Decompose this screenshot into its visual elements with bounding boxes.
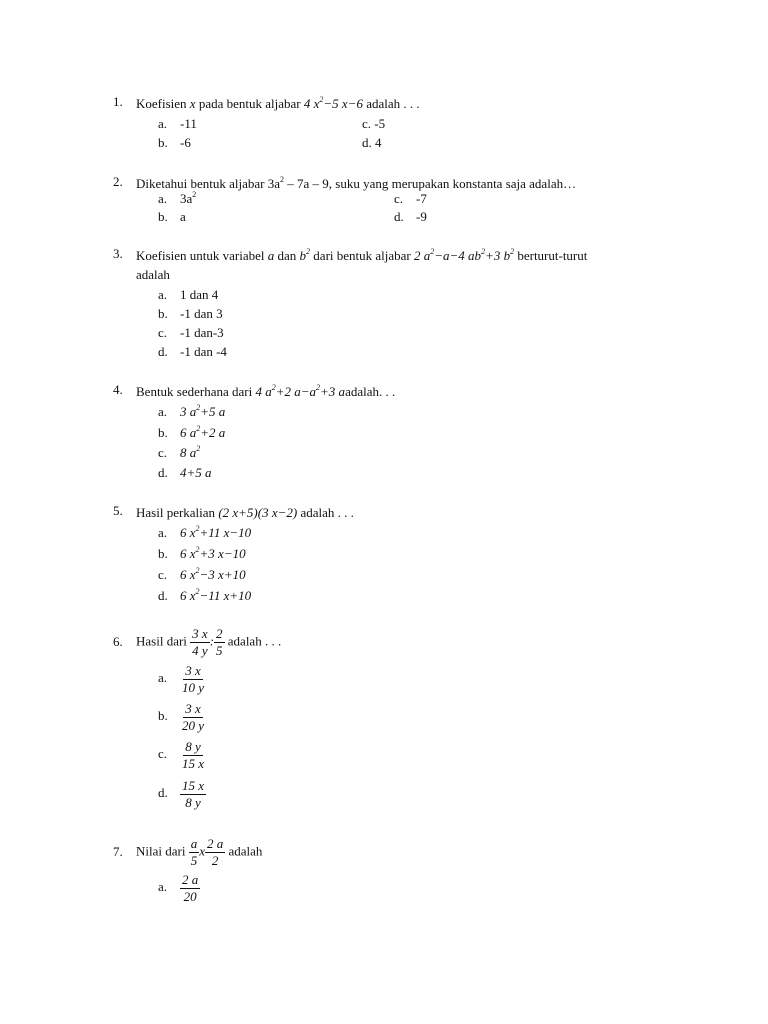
math-fraction: $\frac{a}{5}$ (190, 836, 198, 868)
question-number: 5. (113, 503, 123, 518)
option-b[interactable]: b. a (158, 209, 186, 224)
option-b[interactable]: b. -6 (158, 135, 191, 150)
option-a[interactable]: a. -11 (158, 116, 197, 131)
math-fraction: $\frac{3 x}{4 y}$ (192, 626, 208, 658)
option-d[interactable]: d. $\frac{15 x}{8 y}$ (158, 778, 205, 810)
option-d[interactable]: d. 4 (362, 135, 382, 150)
math-expression: (2 x+5)(3 x−2) (218, 505, 298, 520)
math-fraction: $\frac{2 a}{2}$ (207, 836, 224, 868)
option-b[interactable]: b. -1 dan 3 (158, 306, 223, 321)
question-number: 3. (113, 246, 123, 261)
option-c[interactable]: c. -1 dan-3 (158, 325, 224, 340)
question-number: 7. (113, 844, 123, 859)
question-text: Bentuk sederhana dari 4 $a^2+2$ $a-a^2+3$ aadalah. . . (136, 383, 396, 399)
question-text: Nilai dari $\frac{a}{5}$ x $\frac{2 a}{2}$ adalah (136, 836, 263, 868)
option-a[interactable]: a. $\frac{2 a}{20}$ (158, 872, 199, 904)
option-d[interactable]: d. 4+5 a (158, 465, 212, 480)
question-text: Koefisien untuk variabel a dan $b^2$ dari bentuk aljabar 2 $a^2-a-4$ $ab^2+3$ $b^2$ berturut-turut adalah (136, 247, 588, 282)
option-d[interactable]: d. -1 dan -4 (158, 344, 227, 359)
option-c[interactable]: c. 8 $a^2$ (158, 444, 201, 460)
option-a[interactable]: a. $\frac{3 x}{10 y}$ (158, 663, 205, 695)
option-d[interactable]: d. 6 $x^2-11$ x+10 (158, 587, 252, 603)
question-number: 2. (113, 174, 123, 189)
option-c[interactable]: c. -5 (362, 116, 386, 131)
math-expression: 2 $a^2-a-4$ $ab^2+3$ $b^2$ (414, 247, 515, 263)
question-text: Hasil perkalian (2 x+5)(3 x−2) adalah . . . (136, 505, 354, 520)
option-b[interactable]: b. 6 $a^2+2$ a (158, 424, 226, 440)
option-c[interactable]: c. 6 $x^2-3$ x+10 (158, 566, 246, 582)
option-a[interactable]: a. 3 $a^2+5$ a (158, 403, 226, 419)
math-expression: 4 $x^2-5$ x−6 (303, 95, 363, 111)
question-text: Koefisien x pada bentuk aljabar 4 $x^2-5$ x−6 adalah . . . (136, 95, 420, 111)
option-c[interactable]: c. -7 (394, 191, 427, 206)
option-b[interactable]: b. 6 $x^2+3$ x−10 (158, 545, 246, 561)
math-expression: 4 $a^2+2$ $a-a^2+3$ a (255, 383, 346, 399)
option-a[interactable]: a. 1 dan 4 (158, 287, 219, 302)
question-text: Diketahui bentuk aljabar $3a^2 - 7a - 9$, suku yang merupakan konstanta saja adalah… (136, 175, 577, 191)
question-number: 1. (113, 94, 123, 109)
option-b[interactable]: b. $\frac{3 x}{20 y}$ (158, 701, 205, 733)
question-text: Hasil dari $\frac{3 x}{4 y}$ : $\frac{2}{5}$ adalah . . . (136, 626, 282, 658)
option-a[interactable]: a. 6 $x^2+11$ x−10 (158, 524, 252, 540)
question-number: 6. (113, 634, 123, 649)
option-a[interactable]: a. $3a^2$ (158, 190, 197, 206)
question-number: 4. (113, 382, 123, 397)
math-fraction: $\frac{2}{5}$ (216, 626, 223, 658)
option-d[interactable]: d. -9 (394, 209, 427, 224)
option-c[interactable]: c. $\frac{8 y}{15 x}$ (158, 739, 205, 771)
